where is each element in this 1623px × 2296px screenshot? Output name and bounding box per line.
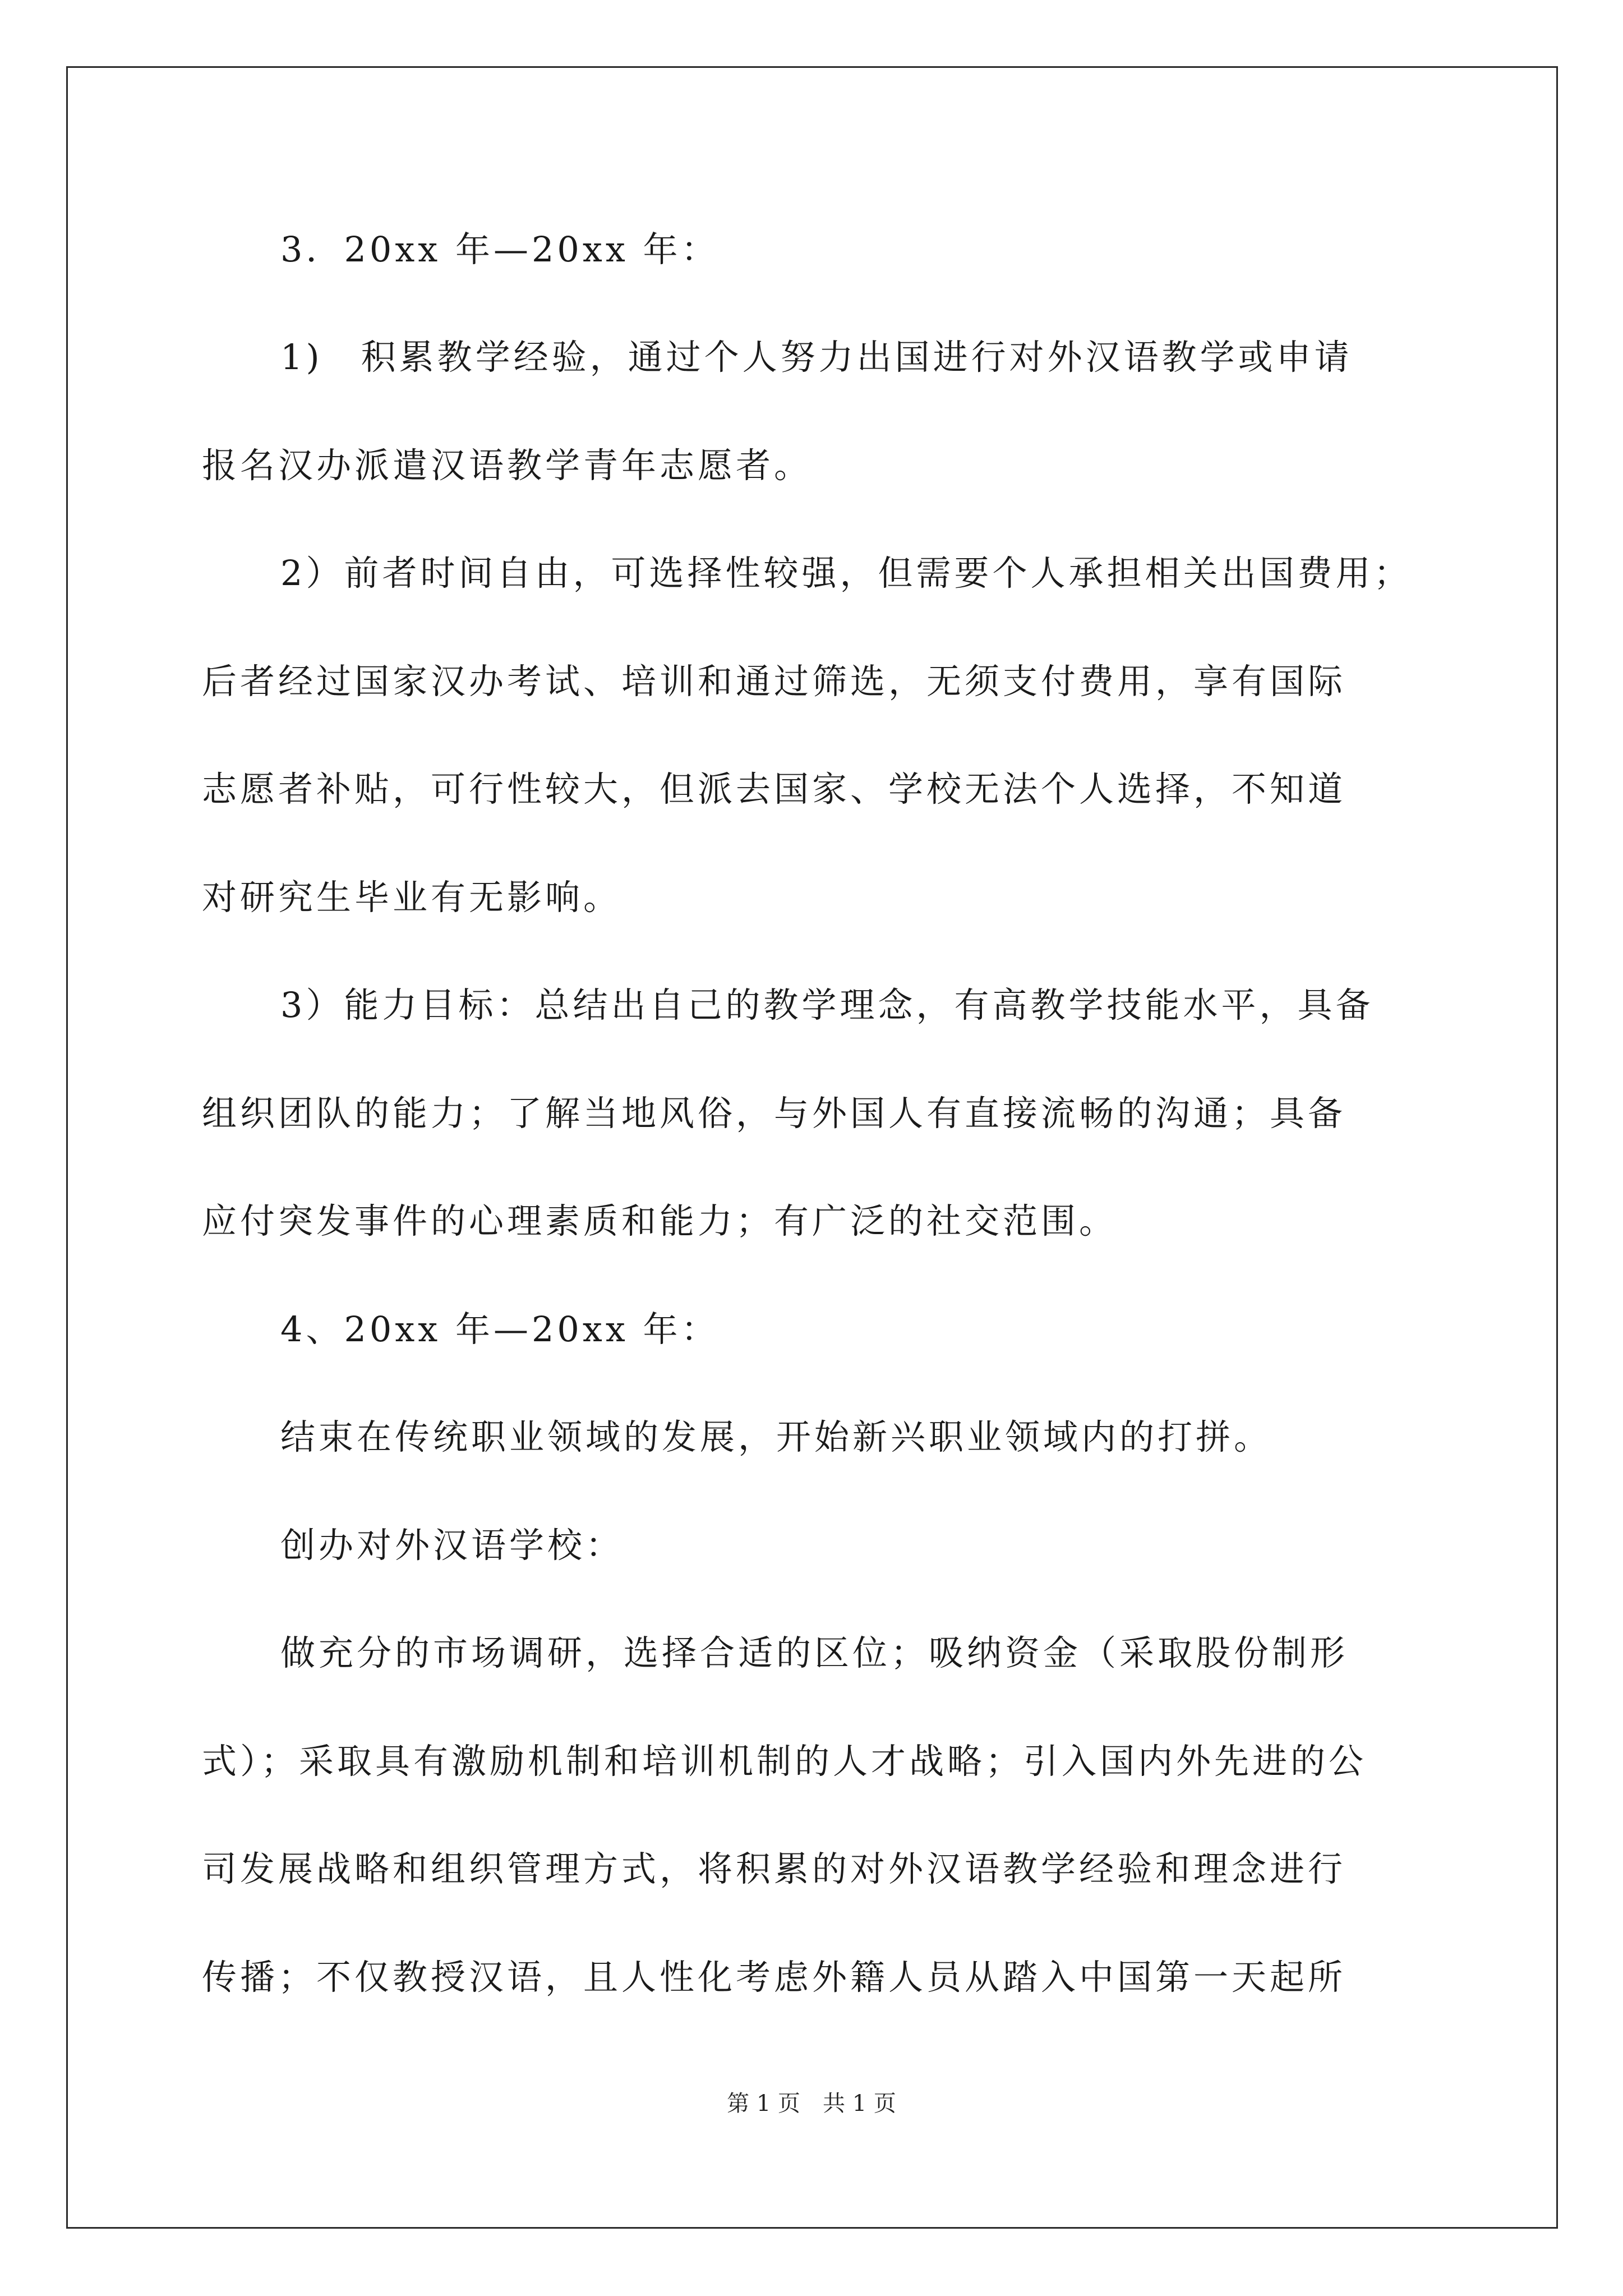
paragraph-line: 式）；采取具有激励机制和培训机制的人才战略；引入国内外先进的公 <box>202 1741 1367 1782</box>
paragraph-line: 创办对外汉语学校： <box>280 1525 624 1566</box>
paragraph-line: 司发展战略和组织管理方式，将积累的对外汉语教学经验和理念进行 <box>202 1848 1347 1889</box>
paragraph-line: 应付突发事件的心理素质和能力；有广泛的社交范围。 <box>202 1200 1118 1241</box>
paragraph-line: 后者经过国家汉办考试、培训和通过筛选，无须支付费用，享有国际 <box>202 661 1347 702</box>
page-border <box>66 66 1558 2229</box>
paragraph-line: 传播；不仅教授汉语，且人性化考虑外籍人员从踏入中国第一天起所 <box>202 1957 1347 1998</box>
paragraph-line: 3）能力目标：总结出自己的教学理念，有高教学技能水平，具备 <box>280 984 1374 1025</box>
paragraph-line: 组织团队的能力；了解当地风俗，与外国人有直接流畅的沟通；具备 <box>202 1093 1347 1134</box>
heading-period-3: 3．20xx 年—20xx 年： <box>280 229 720 270</box>
paragraph-line: 报名汉办派遣汉语教学青年志愿者。 <box>202 445 813 486</box>
paragraph-line: 对研究生毕业有无影响。 <box>202 877 622 918</box>
paragraph-line: 做充分的市场调研，选择合适的区位；吸纳资金（采取股份制形 <box>280 1632 1349 1673</box>
paragraph-line: 1) 积累教学经验，通过个人努力出国进行对外汉语教学或申请 <box>280 337 1353 378</box>
page-number-footer: 第 1 页 共 1 页 <box>727 2091 896 2116</box>
paragraph-line: 2）前者时间自由，可选择性较强，但需要个人承担相关出国费用； <box>280 553 1412 593</box>
paragraph-line: 结束在传统职业领域的发展，开始新兴职业领域内的打拼。 <box>280 1416 1272 1457</box>
heading-period-4: 4、20xx 年—20xx 年： <box>280 1309 720 1350</box>
paragraph-line: 志愿者补贴，可行性较大，但派去国家、学校无法个人选择，不知道 <box>202 769 1347 809</box>
